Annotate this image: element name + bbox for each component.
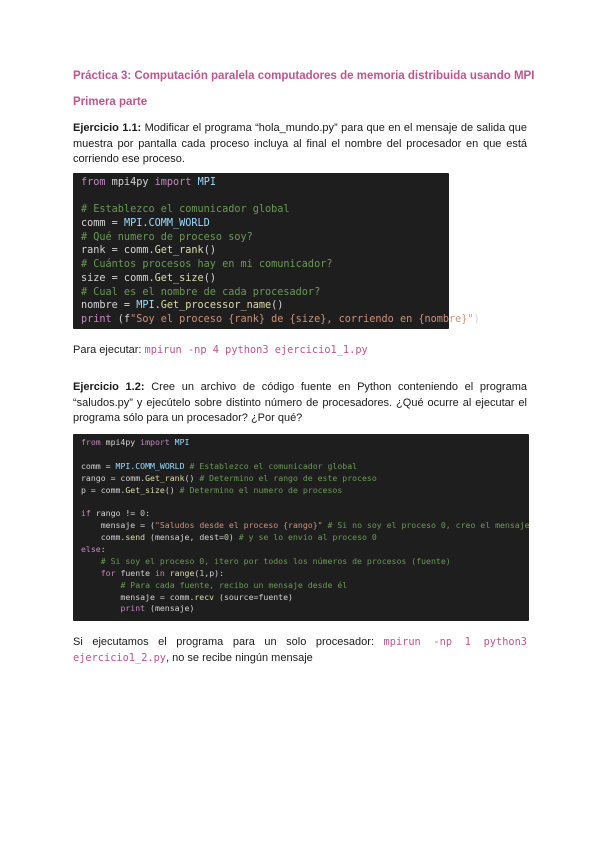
code-line: else: xyxy=(81,544,106,555)
code-line: rank = comm.Get_rank() xyxy=(81,245,216,257)
code-line xyxy=(81,449,529,461)
exercise-1-label: Ejercicio 1.1: xyxy=(73,122,142,134)
exercise-2-statement xyxy=(73,380,527,427)
page-title: Práctica 3: Computación paralela computadores de memoria distribuida usando MPI xyxy=(73,70,535,82)
code-line: # Cuántos procesos hay en mi comunicador? xyxy=(81,259,333,271)
code-line: comm = MPI.COMM_WORLD xyxy=(81,218,210,230)
code-block-exercise-2 xyxy=(73,434,529,621)
answer-command: mpirun -np 1 python3 ejercicio1_2.py xyxy=(73,636,527,664)
exercise-2-answer xyxy=(73,634,527,666)
exercise-2-label: Ejercicio 1.2: xyxy=(73,381,145,393)
code-line: for fuente in range(1,p): xyxy=(100,567,224,578)
code-line: mensaje = ("Saludos desde el proceso {rango}" # Si no soy el proceso 0, creo el mensaje xyxy=(81,520,530,531)
answer-prefix: Si ejecutamos el programa para un solo procesador: xyxy=(73,636,384,648)
code-line: # Establezco el comunicador global xyxy=(81,204,290,216)
code-line xyxy=(81,496,529,508)
code-line: size = comm.Get_size() xyxy=(81,272,216,284)
code-line: # Cual es el nombre de cada procesador? xyxy=(81,286,321,298)
code-line: # Si soy el proceso 0, itero por todos los números de procesos (fuente) xyxy=(100,555,451,566)
code-line: p = comm.Get_size() # Determino el numero de procesos xyxy=(81,484,343,495)
code-line: mensaje = comm.recv (source=fuente) xyxy=(81,591,293,602)
exercise-1-run-line xyxy=(73,343,527,359)
exercise-1-text: Modificar el programa “hola_mundo.py” para que en el mensaje de salida que muestra por pantalla cada proceso incluya al final el nombre del procesador en que está corriendo ese proceso. xyxy=(73,122,528,165)
code-line: from mpi4py import MPI xyxy=(81,177,216,188)
code-line: from mpi4py import MPI xyxy=(81,437,190,447)
code-line: comm.send (mensaje, dest=0) # y se lo envio al proceso 0 xyxy=(81,532,377,543)
answer-suffix: , no se recibe ningún mensaje xyxy=(166,652,313,664)
run-command: mpirun -np 4 python3 ejercicio1_1.py xyxy=(144,344,368,356)
exercise-2-text: Cree un archivo de código fuente en Python conteniendo el programa “saludos.py” y ejecútelo sobre distinto número de procesadores. ¿Qué ocurre al ejecutar el programa sólo para un procesador? ¿Por qué? xyxy=(73,381,527,424)
code-line: print (f"Soy el proceso {rank} de {size}, corriendo en {nombre}") xyxy=(81,313,480,325)
run-label: Para ejecutar: xyxy=(73,344,145,356)
code-line: rango = comm.Get_rank() # Determino el rango de este proceso xyxy=(81,472,377,483)
code-line: nombre = MPI.Get_processor_name() xyxy=(81,300,284,312)
code-line: comm = MPI.COMM_WORLD # Establezco el comunicador global xyxy=(81,460,358,471)
code-line: if rango != 0: xyxy=(81,508,151,519)
code-line xyxy=(81,190,449,204)
code-line: # Qué numero de proceso soy? xyxy=(81,231,253,243)
section-subtitle: Primera parte xyxy=(73,96,148,108)
exercise-1-statement xyxy=(73,121,527,168)
code-line: print (mensaje) xyxy=(120,603,195,614)
code-line: # Para cada fuente, recibo un mensaje desde él xyxy=(120,579,348,590)
code-block-exercise-1 xyxy=(73,173,480,329)
